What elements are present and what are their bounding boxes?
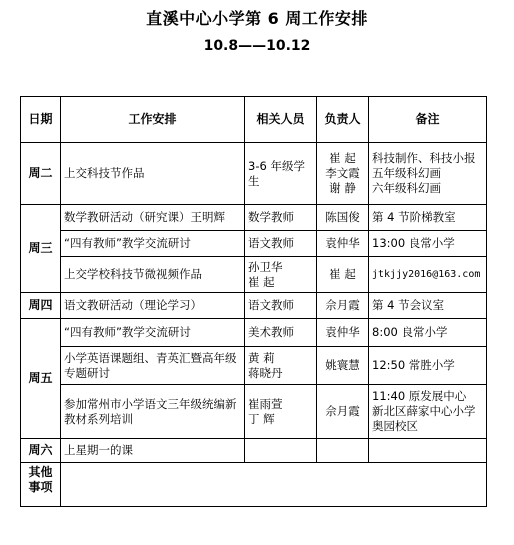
notes-cell: 13:00 良常小学 [369,231,487,257]
other-matters-row [21,463,487,507]
people-cell: 美术教师 [245,319,317,347]
schedule-table [20,96,487,507]
notes-cell: 第 4 节阶梯教室 [369,205,487,231]
owner-line: 谢 静 [329,181,356,195]
day-cell: 周二 [21,143,61,205]
people-line: 蒋晓丹 [248,365,283,380]
day-cell: 周四 [21,293,61,319]
email-note-cell: jtkjjy2016@163.com [369,257,487,293]
notes-cell [369,385,487,439]
notes-cell: 12:50 常胜小学 [369,347,487,385]
task-cell: 上交学校科技节微视频作品 [61,257,245,293]
task-cell: 小学英语课题组、青英汇暨高年级专题研讨 [61,347,245,385]
notes-cell: 第 4 节会议室 [369,293,487,319]
table-row [21,293,487,319]
people-line: 丁 辉 [248,411,275,426]
day-cell: 周三 [21,205,61,293]
owner-cell: 姚寰慧 [317,347,369,385]
owner-line: 李文霞 [325,166,360,180]
note-line: 六年级科幻画 [372,181,441,195]
owner-cell: 佘月霞 [317,293,369,319]
table-row [21,385,487,439]
col-people: 相关人员 [245,97,317,143]
owner-cell: 袁仲华 [317,319,369,347]
people-line: 孙卫华 [248,259,283,274]
note-line: 科技制作、科技小报 [372,151,476,165]
owner-cell [317,143,369,205]
date-range: 10.8——10.12 [203,38,311,54]
owner-cell: 崔 起 [317,257,369,293]
col-owner: 负责人 [317,97,369,143]
col-notes: 备注 [369,97,487,143]
people-cell: 语文教师 [245,293,317,319]
table-row [21,319,487,347]
table-row [21,231,487,257]
other-matters-content [61,463,487,507]
task-cell: “四有教师”教学交流研讨 [61,231,245,257]
task-cell: 语文教研活动（理论学习） [61,293,245,319]
people-line: 黄 莉 [248,350,275,365]
task-cell: 参加常州市小学语文三年级统编新教材系列培训 [61,385,245,439]
note-line: 奥园校区 [372,419,418,433]
task-cell: 数学教研活动（研究课）王明辉 [61,205,245,231]
notes-cell: 8:00 良常小学 [369,319,487,347]
table-row [21,347,487,385]
col-date: 日期 [21,97,61,143]
people-cell [245,347,317,385]
owner-cell: 陈国俊 [317,205,369,231]
people-cell: 语文教师 [245,231,317,257]
page-title: 直溪中心小学第 6 周工作安排 [146,9,368,28]
note-line: 11:40 原发展中心 [372,389,467,403]
header-row [21,97,487,143]
task-cell: 上交科技节作品 [61,143,245,205]
other-matters-label: 其他事项 [21,463,61,507]
people-line: 崔 起 [248,274,275,289]
owner-line: 崔 起 [329,151,356,165]
note-line: 五年级科幻画 [372,166,441,180]
people-line: 崔雨萱 [248,396,283,411]
people-cell [245,257,317,293]
day-cell: 周五 [21,319,61,439]
notes-cell [369,143,487,205]
owner-cell: 佘月霞 [317,385,369,439]
people-cell [245,385,317,439]
owner-cell [317,439,369,463]
people-cell: 数学教师 [245,205,317,231]
owner-cell: 袁仲华 [317,231,369,257]
people-cell: 3-6 年级学生 [245,143,317,205]
table-row [21,439,487,463]
table-row [21,205,487,231]
table-row [21,143,487,205]
col-task: 工作安排 [61,97,245,143]
day-cell: 周六 [21,439,61,463]
task-cell: “四有教师”教学交流研讨 [61,319,245,347]
notes-cell [369,439,487,463]
table-row [21,257,487,293]
task-cell: 上星期一的课 [61,439,245,463]
people-cell [245,439,317,463]
note-line: 新北区薛家中心小学 [372,404,476,418]
